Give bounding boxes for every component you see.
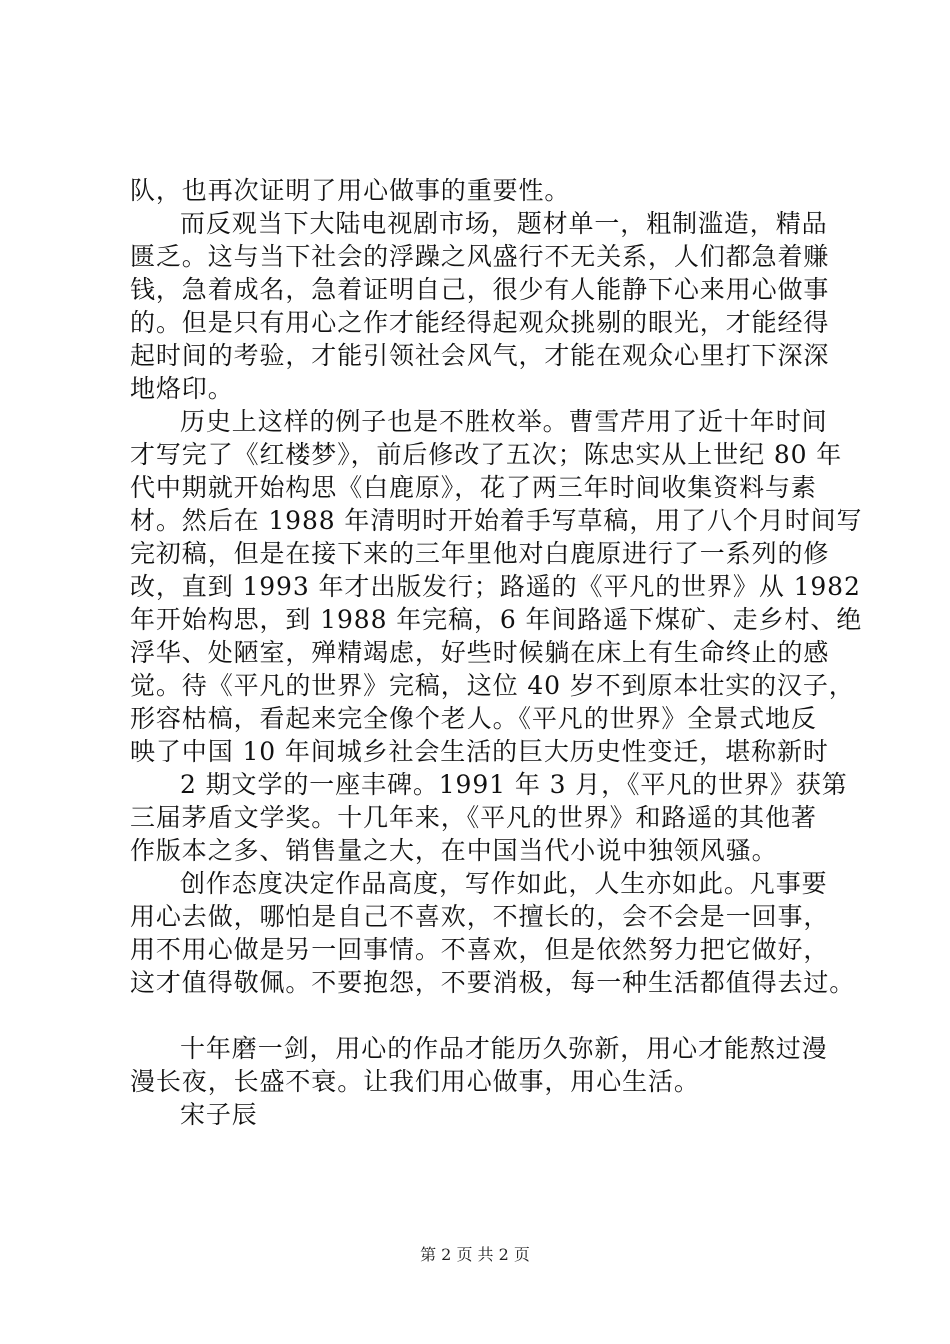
text-line: 形容枯槁，看起来完全像个老人。《平凡的世界》全景式地反 <box>130 704 817 733</box>
paragraph-start-line: 而反观当下大陆电视剧市场，题材单一，粗制滥造，精品 <box>180 209 828 238</box>
text-line: 队，也再次证明了用心做事的重要性。 <box>130 176 571 205</box>
text-line: 代中期就开始构思《白鹿原》，花了两三年时间收集资料与素 <box>130 473 817 502</box>
text-line: 地烙印。 <box>130 374 234 403</box>
paragraph-start-line: 历史上这样的例子也是不胜枚举。曹雪芹用了近十年时间 <box>180 407 828 436</box>
text-line: 作版本之多、销售量之大，在中国当代小说中独领风骚。 <box>130 836 778 865</box>
page-footer: 第 2 页 共 2 页 <box>420 1245 530 1264</box>
text-line: 映了中国 10 年间城乡社会生活的巨大历史性变迁，堪称新时 <box>130 737 829 766</box>
text-line: 年开始构思，到 1988 年完稿，6 年间路遥下煤矿、走乡村、绝 <box>130 605 863 634</box>
document-body <box>130 174 863 1131</box>
text-line: 完初稿，但是在接下来的三年里他对白鹿原进行了一系列的修 <box>130 539 830 568</box>
text-line: 改，直到 1993 年才出版发行；路遥的《平凡的世界》从 1982 <box>130 572 861 601</box>
text-line: 钱，急着成名，急着证明自己，很少有人能静下心来用心做事 <box>130 275 830 304</box>
blank-line <box>130 999 840 1032</box>
text-line: 浮华、处陋室，殚精竭虑，好些时候躺在床上有生命终止的感 <box>130 638 830 667</box>
text-line: 三届茅盾文学奖。十几年来，《平凡的世界》和路遥的其他著 <box>130 803 817 832</box>
text-line: 的。但是只有用心之作才能经得起观众挑剔的眼光，才能经得 <box>130 308 830 337</box>
paragraph-start-line: 创作态度决定作品高度，写作如此，人生亦如此。凡事要 <box>180 869 828 898</box>
text-line: 这才值得敬佩。不要抱怨，不要消极，每一种生活都值得去过。 <box>130 968 856 997</box>
text-line: 材。然后在 1988 年清明时开始着手写草稿，用了八个月时间写 <box>130 506 863 535</box>
text-line: 用心去做，哪怕是自己不喜欢，不擅长的，会不会是一回事， <box>130 902 830 931</box>
paragraph-start-line: 2 期文学的一座丰碑。1991 年 3 月，《平凡的世界》获第 <box>180 770 848 799</box>
text-line: 起时间的考验，才能引领社会风气，才能在观众心里打下深深 <box>130 341 830 370</box>
text-line: 才写完了《红楼梦》，前后修改了五次；陈忠实从上世纪 80 年 <box>130 440 843 469</box>
text-line: 觉。待《平凡的世界》完稿，这位 40 岁不到原本壮实的汉子， <box>130 671 855 700</box>
text-line: 漫长夜，长盛不衰。让我们用心做事，用心生活。 <box>130 1067 700 1096</box>
paragraph-start-line: 十年磨一剑，用心的作品才能历久弥新，用心才能熬过漫 <box>180 1034 828 1063</box>
author-name: 宋子辰 <box>180 1100 258 1129</box>
text-line: 匮乏。这与当下社会的浮躁之风盛行不无关系，人们都急着赚 <box>130 242 830 271</box>
text-line: 用不用心做是另一回事情。不喜欢，但是依然努力把它做好， <box>130 935 830 964</box>
